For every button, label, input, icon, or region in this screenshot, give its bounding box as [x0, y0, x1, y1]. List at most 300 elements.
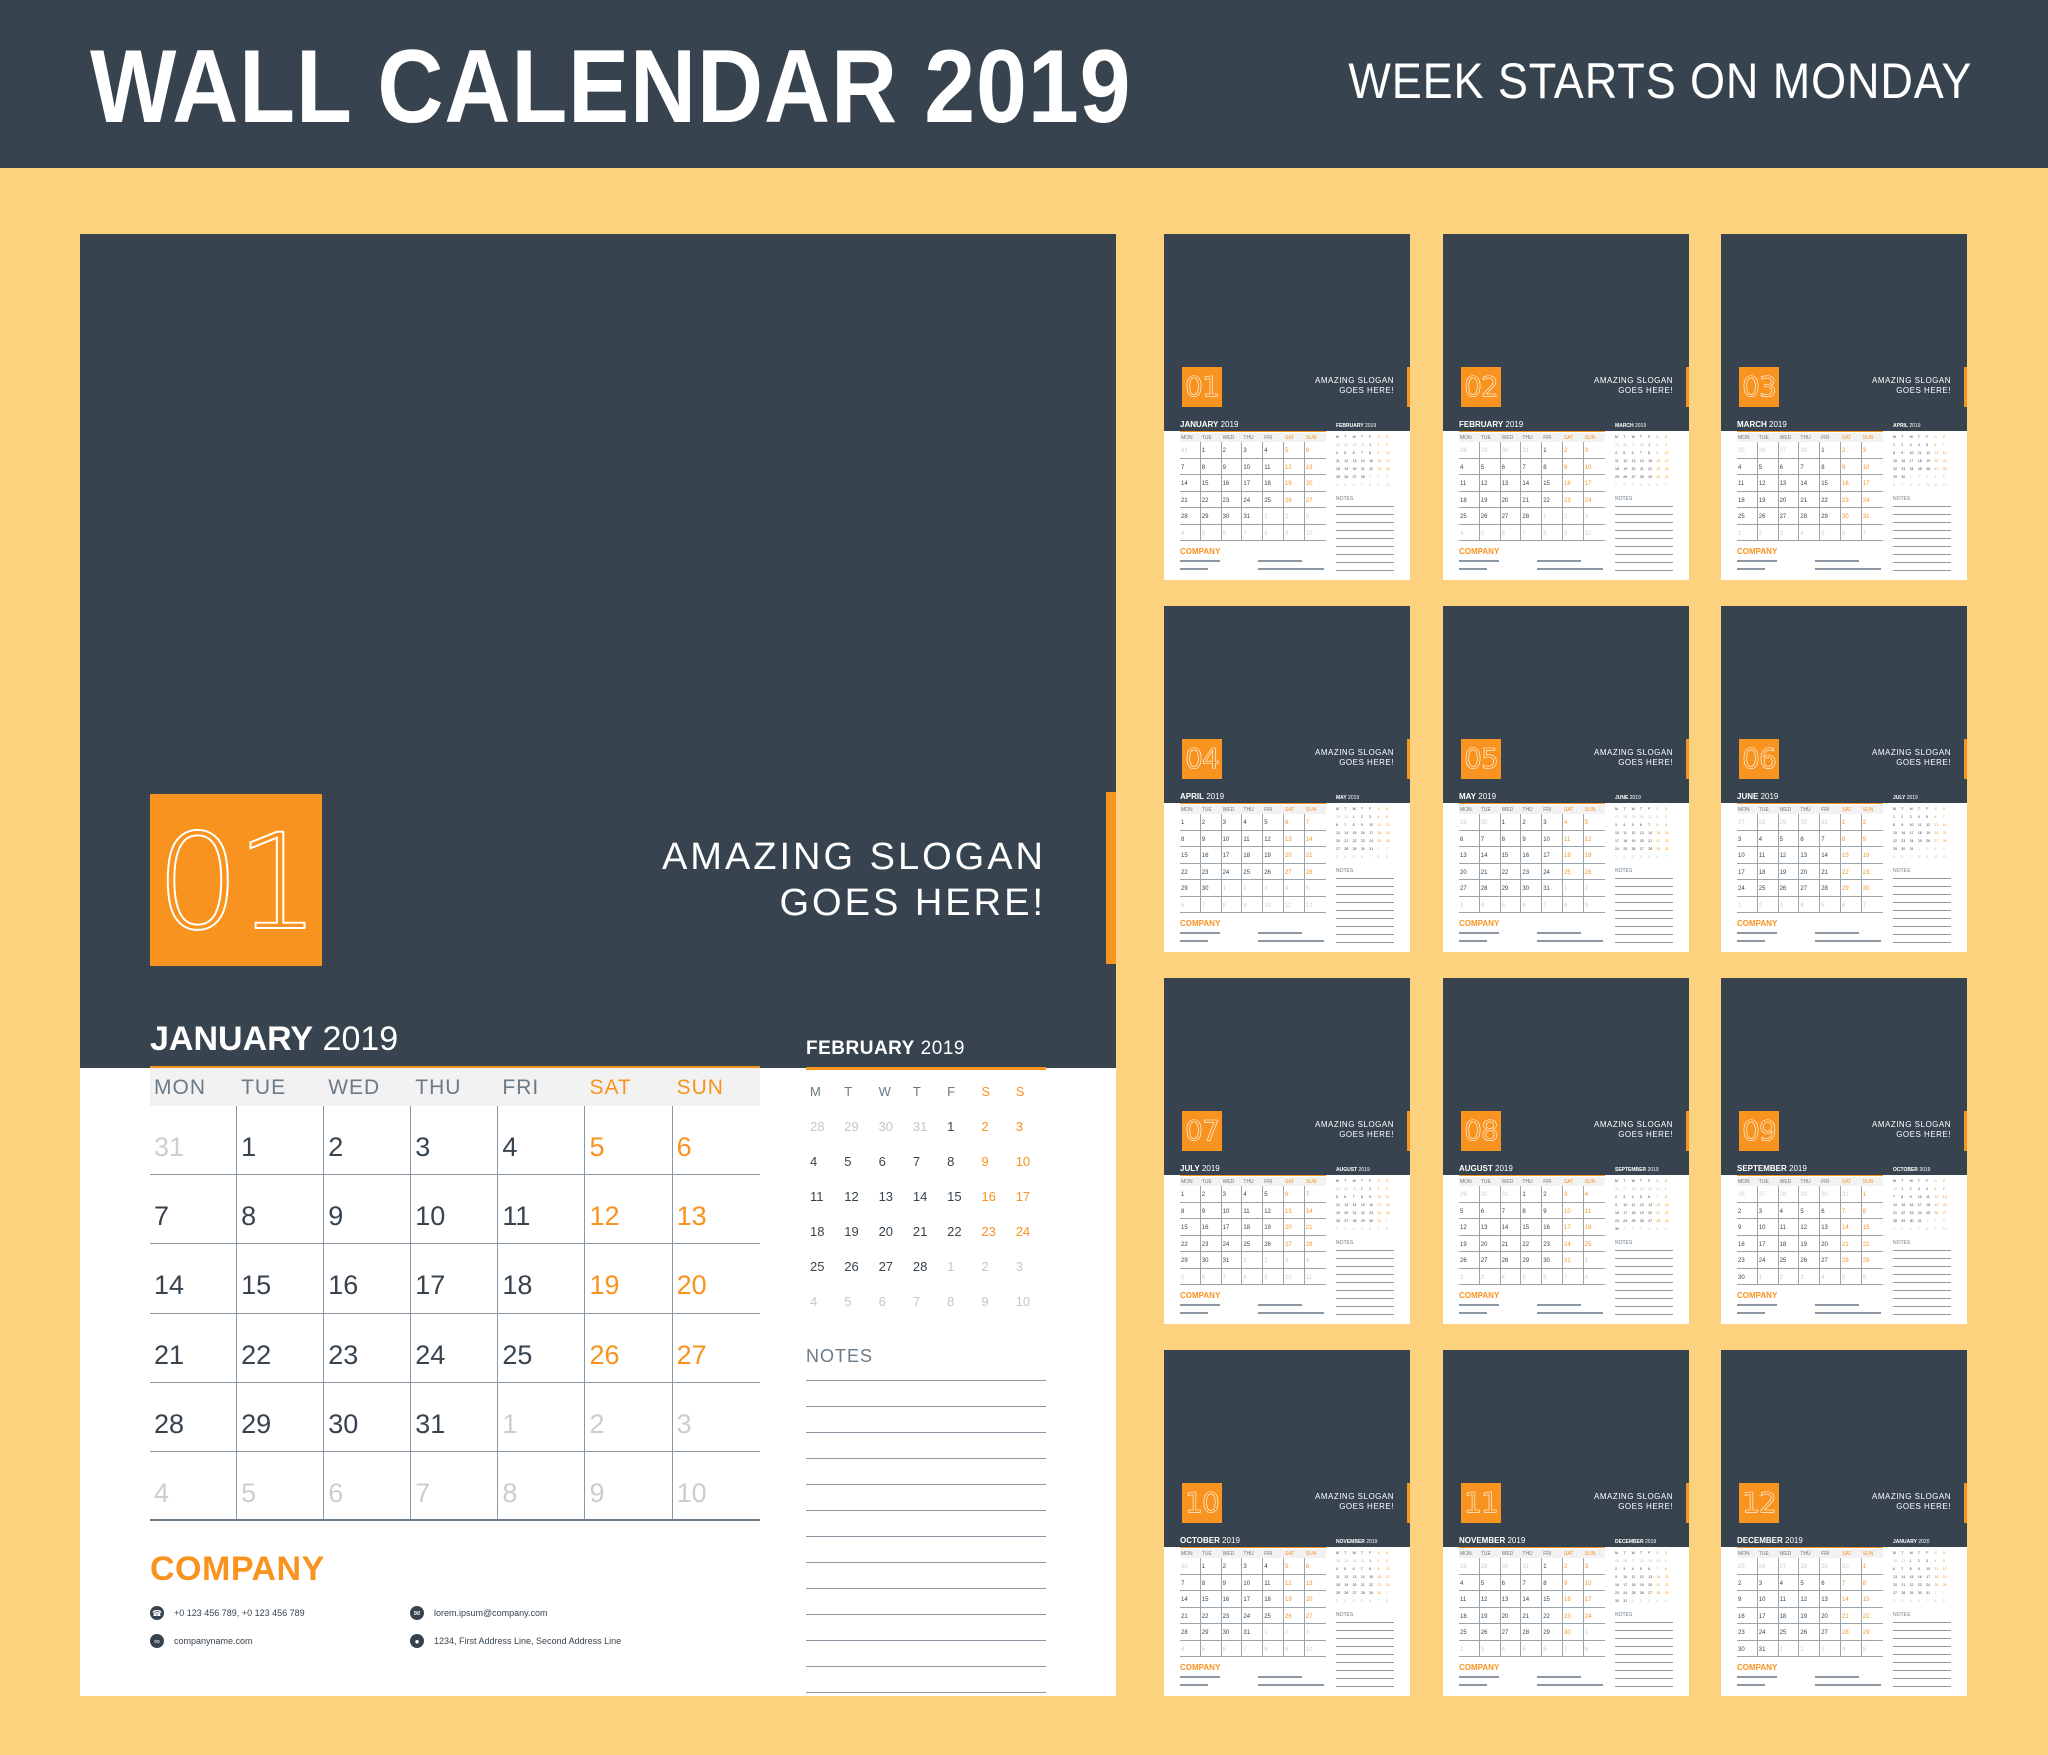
thumb-mini-day: 27	[1934, 839, 1939, 843]
slogan	[662, 834, 1046, 926]
day-cell: 2	[585, 1383, 672, 1451]
thumb-mini-weekday-row	[1336, 1177, 1394, 1185]
thumb-mini-day: 22	[1893, 467, 1897, 471]
thumb-mini-day: 11	[1631, 1575, 1636, 1579]
thumb-day: 4	[1459, 459, 1480, 475]
thumb-week-row	[1459, 880, 1605, 897]
thumb-note-line	[1336, 546, 1394, 547]
thumb-day: 3	[1563, 1186, 1584, 1202]
day-cell: 9	[585, 1452, 672, 1519]
thumb-day: 18	[1459, 492, 1480, 508]
thumb-mini-week-row	[1893, 465, 1951, 473]
thumb-day: 5	[1263, 1186, 1284, 1202]
thumb-day: 27	[1459, 880, 1480, 896]
thumb-week-row	[1459, 1575, 1605, 1592]
thumb-mini-day: 20	[1336, 839, 1340, 843]
mini-day: 2	[981, 1259, 989, 1274]
thumb-mini-day: 2	[1623, 483, 1626, 487]
thumb-note-line	[1336, 1266, 1394, 1267]
thumb-mini-day: 30	[1893, 1559, 1897, 1563]
thumb-day: 26	[1480, 508, 1501, 524]
thumb-day: 20	[1820, 1608, 1841, 1624]
mini-day: 14	[912, 1189, 928, 1204]
thumb-mini-day: 9	[1615, 1575, 1617, 1579]
thumb-weekday: TUE	[1758, 807, 1769, 813]
thumb-weekday: SUN	[1305, 1179, 1317, 1185]
thumb-week-row	[1737, 492, 1883, 509]
thumb-day: 14	[1820, 847, 1841, 863]
thumb-mini-day: 31	[1917, 1219, 1922, 1223]
thumb-next-month-heading	[1893, 423, 1921, 429]
thumb-day: 28	[1305, 869, 1313, 876]
thumb-week-row	[1459, 508, 1605, 525]
thumb-number-box	[1461, 1111, 1501, 1151]
thumb-day: 21	[1180, 492, 1201, 508]
thumb-mini-day: 12	[1385, 823, 1390, 827]
thumb-note-line	[1615, 926, 1673, 927]
thumb-mini-day: 30	[1656, 475, 1661, 479]
thumb-note-line	[1615, 1622, 1673, 1623]
thumb-mini-day: 16	[1901, 831, 1906, 835]
thumb-day: 2	[1222, 1558, 1243, 1574]
thumb-day: 6	[1841, 525, 1862, 541]
thumb-mini-day: 11	[1377, 823, 1382, 827]
thumb-mini-week-row	[1893, 845, 1951, 853]
thumb-note-line	[1615, 1250, 1673, 1251]
thumb-day: 10	[1222, 1203, 1243, 1219]
thumb-mini-day: 29	[1893, 847, 1897, 851]
thumb-day: 20	[1501, 492, 1522, 508]
thumb-accent-tab	[1407, 739, 1410, 779]
thumb-mini-day: 28	[1352, 1219, 1357, 1223]
thumb-mini-day: 6	[1352, 451, 1355, 455]
thumb-note-line	[1336, 506, 1394, 507]
thumb-week-row	[1737, 1641, 1883, 1658]
thumb-mini-day: 24	[1385, 467, 1390, 471]
thumb-day: 20	[1480, 1236, 1501, 1252]
thumb-day: 30	[1501, 442, 1522, 458]
thumb-mini-day: 13	[1352, 459, 1357, 463]
thumb-notes-label: NOTES	[1336, 868, 1354, 874]
thumb-day: 1	[1862, 1192, 1867, 1198]
thumb-day: 17	[1222, 1219, 1243, 1235]
thumb-month-rule	[1180, 1175, 1326, 1176]
thumb-month-rule	[1737, 1547, 1883, 1548]
thumb-day: 11	[1563, 831, 1584, 847]
thumb-contact-line	[1258, 1676, 1302, 1678]
thumb-day: 19	[1799, 1608, 1820, 1624]
thumb-contact-info	[1737, 560, 1887, 574]
thumb-day: 31	[1841, 1186, 1862, 1202]
thumb-mini-day: 10	[1917, 1195, 1922, 1199]
thumb-mini-day: 22	[1648, 467, 1653, 471]
thumb-notes-label: NOTES	[1893, 868, 1911, 874]
thumb-day: 25	[1737, 508, 1758, 524]
thumb-slogan-line-1: AMAZING SLOGAN	[1871, 1120, 1951, 1129]
thumb-mini-week-row	[1336, 1573, 1394, 1581]
thumb-mini-day: 2	[1901, 815, 1904, 819]
thumb-mini-day: 28	[1942, 467, 1947, 471]
thumb-company-name: COMPANY	[1737, 1291, 1778, 1300]
thumb-day: 1	[1737, 897, 1758, 913]
thumb-mini-day: 7	[1656, 1567, 1659, 1571]
thumb-day: 7	[1521, 1575, 1542, 1591]
thumb-mini-weekday: S	[1385, 435, 1389, 439]
thumb-day: 9	[1563, 459, 1584, 475]
thumb-day: 20	[1779, 492, 1800, 508]
thumb-day: 19	[1758, 492, 1779, 508]
thumb-day: 19	[1263, 1219, 1284, 1235]
thumb-mini-day: 19	[1934, 1203, 1939, 1207]
thumb-mini-weekday: M	[1615, 435, 1618, 439]
thumb-mini-day: 1	[1369, 443, 1372, 447]
thumb-mini-day: 22	[1369, 467, 1374, 471]
thumb-mini-day: 22	[1664, 1583, 1669, 1587]
thumb-mini-day: 18	[1934, 1575, 1939, 1579]
thumb-day: 25	[1459, 508, 1480, 524]
day-cell: 28	[150, 1383, 237, 1451]
thumb-mini-day: 4	[1336, 451, 1338, 455]
mini-day: 27	[878, 1259, 894, 1274]
thumb-mini-day: 14	[1656, 1203, 1661, 1207]
thumb-mini-day: 7	[1901, 1567, 1904, 1571]
thumb-month-name: OCTOBER	[1180, 1536, 1220, 1545]
thumb-mini-weekday: S	[1377, 1551, 1380, 1555]
thumb-mini-day: 5	[1639, 1195, 1642, 1199]
thumb-mini-day: 24	[1623, 1591, 1628, 1595]
thumb-day: 18	[1263, 475, 1284, 491]
thumb-day: 27	[1779, 508, 1800, 524]
thumb-mini-day: 6	[1909, 1227, 1912, 1231]
thumb-day: 18	[1779, 1608, 1800, 1624]
thumb-weekday: SAT	[1563, 1551, 1574, 1557]
thumb-day: 9	[1284, 1641, 1305, 1657]
thumb-day: 12	[1459, 1219, 1480, 1235]
thumb-day: 28	[1799, 508, 1820, 524]
thumb-mini-day: 10	[1377, 1195, 1382, 1199]
thumb-day: 26	[1584, 869, 1592, 876]
thumb-mini-weekday: M	[1615, 1179, 1618, 1183]
thumb-day: 29	[1542, 1624, 1563, 1640]
thumb-weekday: THU	[1800, 1551, 1811, 1557]
thumb-day: 29	[1480, 442, 1501, 458]
thumb-note-line	[1336, 1630, 1394, 1631]
note-line	[806, 1692, 1046, 1693]
thumb-mini-weekday: T	[1360, 1551, 1363, 1555]
thumb-slogan-line-2: GOES HERE!	[1896, 758, 1951, 767]
thumb-mini-day: 7	[1664, 483, 1667, 487]
thumb-note-line	[1893, 538, 1951, 539]
thumb-mini-day: 4	[1615, 451, 1617, 455]
thumb-day: 8	[1841, 831, 1862, 847]
thumb-mini-day: 23	[1377, 467, 1382, 471]
thumb-mini-weekday: W	[1631, 807, 1635, 811]
thumb-weekday: FRI	[1821, 807, 1830, 813]
thumb-day: 6	[1799, 831, 1820, 847]
thumb-mini-day: 18	[1631, 1211, 1636, 1215]
thumb-day: 30	[1841, 1558, 1862, 1574]
thumb-mini-day: 5	[1360, 1227, 1363, 1231]
thumb-day: 9	[1201, 1203, 1222, 1219]
thumb-mini-day: 26	[1623, 475, 1628, 479]
thumb-mini-day: 7	[1352, 1195, 1355, 1199]
thumb-month-year: 2019	[1760, 792, 1779, 801]
thumb-mini-day: 21	[1639, 467, 1644, 471]
thumb-weekday: SAT	[1841, 807, 1852, 813]
thumb-day: 13	[1305, 1580, 1313, 1587]
thumb-mini-weekday: W	[1909, 435, 1913, 439]
thumb-mini-day: 7	[1926, 1599, 1929, 1603]
thumb-day: 3	[1305, 514, 1310, 520]
thumb-mini-day: 1	[1369, 1559, 1372, 1563]
thumb-day: 16	[1862, 853, 1870, 859]
month-thumbnail-09	[1721, 978, 1967, 1324]
thumb-contact-line	[1258, 1684, 1324, 1686]
thumb-next-month-grid	[1893, 1177, 1951, 1233]
thumb-mini-week-row	[1893, 1565, 1951, 1573]
thumb-mini-week-row	[1615, 1193, 1673, 1201]
mini-day: 17	[1015, 1189, 1031, 1204]
note-line	[806, 1458, 1046, 1459]
thumb-note-line	[1336, 1678, 1394, 1679]
thumb-mini-day: 29	[1648, 475, 1653, 479]
thumb-mini-day: 26	[1623, 443, 1628, 447]
thumb-contact-line	[1459, 1684, 1487, 1686]
thumb-mini-weekday: S	[1942, 807, 1946, 811]
thumb-day: 8	[1542, 525, 1563, 541]
thumb-mini-day: 3	[1385, 475, 1388, 479]
thumb-next-month-heading	[1336, 1539, 1377, 1545]
thumb-mini-day: 1	[1893, 815, 1895, 819]
thumb-mini-day: 17	[1615, 839, 1619, 843]
thumb-month-name: JUNE	[1737, 792, 1759, 801]
thumb-mini-weekday: F	[1369, 435, 1372, 439]
thumb-mini-week-row	[1615, 813, 1673, 821]
thumb-note-line	[1336, 1638, 1394, 1639]
thumb-day: 27	[1501, 1624, 1522, 1640]
thumb-note-line	[1893, 902, 1951, 903]
thumb-mini-day: 7	[1360, 1567, 1363, 1571]
thumb-day: 10	[1242, 459, 1263, 475]
thumb-mini-day: 13	[1648, 1203, 1653, 1207]
thumb-contact-line	[1258, 568, 1324, 570]
thumb-day: 2	[1201, 814, 1222, 830]
thumb-weekday: WED	[1222, 1551, 1235, 1557]
thumb-mini-weekday: S	[1934, 807, 1937, 811]
thumb-mini-weekday: T	[1360, 435, 1363, 439]
thumb-mini-day: 7	[1893, 1195, 1895, 1199]
day-cell: 18	[498, 1244, 585, 1312]
thumb-mini-day: 6	[1934, 815, 1937, 819]
thumb-note-line	[1615, 894, 1673, 895]
thumb-month-rule	[1459, 803, 1605, 804]
thumb-mini-weekday: M	[1893, 807, 1896, 811]
thumb-note-line	[1893, 570, 1951, 571]
thumb-contact-line	[1537, 568, 1603, 570]
thumb-mini-weekday: M	[1336, 1551, 1339, 1555]
thumb-mini-day: 23	[1360, 839, 1365, 843]
thumb-mini-day: 27	[1934, 467, 1939, 471]
thumb-weekday: MON	[1460, 1551, 1472, 1557]
thumb-mini-day: 13	[1942, 1195, 1947, 1199]
thumb-week-row	[1459, 1641, 1605, 1658]
thumb-note-line	[1336, 1290, 1394, 1291]
thumb-month-year: 2019	[1769, 420, 1787, 429]
thumb-day: 8	[1862, 1580, 1867, 1587]
thumb-next-month-grid	[1615, 1177, 1673, 1233]
thumb-day: 7	[1820, 831, 1841, 847]
thumb-day: 29	[1820, 1558, 1841, 1574]
thumb-month-year: 2019	[1505, 420, 1524, 429]
thumb-day: 7	[1799, 459, 1820, 475]
thumb-day: 23	[1222, 492, 1243, 508]
thumb-note-line	[1893, 1622, 1951, 1623]
thumb-next-month-year: 2019	[1919, 1167, 1931, 1173]
thumb-mini-day: 20	[1639, 839, 1644, 843]
weekday-label: TUE	[241, 1076, 287, 1099]
month-number-box	[150, 794, 322, 966]
email-contact	[410, 1606, 548, 1620]
thumb-mini-day: 31	[1656, 1187, 1661, 1191]
thumb-day: 1	[1263, 1624, 1284, 1640]
thumb-mini-day: 2	[1909, 1187, 1912, 1191]
thumb-day: 9	[1841, 459, 1862, 475]
thumb-day: 7	[1862, 902, 1867, 909]
thumb-mini-day: 14	[1352, 1203, 1357, 1207]
thumb-week-row	[1180, 1575, 1326, 1592]
thumb-mini-weekday: M	[1336, 1179, 1339, 1183]
thumb-day: 3	[1758, 1575, 1779, 1591]
thumb-week-row	[1180, 831, 1326, 848]
thumb-day: 29	[1799, 1186, 1820, 1202]
thumb-mini-weekday: M	[1893, 1551, 1896, 1555]
thumb-day: 9	[1563, 525, 1584, 541]
thumb-contact-info	[1737, 932, 1887, 946]
thumb-week-row	[1180, 1252, 1326, 1269]
thumb-month-number: 12	[1742, 1486, 1776, 1519]
thumb-day: 1	[1584, 1630, 1589, 1636]
thumb-day: 7	[1542, 897, 1563, 913]
thumb-day: 29	[1862, 1258, 1870, 1264]
thumb-day: 13	[1284, 1203, 1305, 1219]
day-cell: 7	[150, 1175, 237, 1243]
thumb-mini-day: 1	[1893, 443, 1895, 447]
mini-day: 6	[878, 1154, 886, 1169]
slogan-line-2: GOES HERE!	[779, 882, 1046, 924]
mini-day: 13	[878, 1189, 894, 1204]
thumb-month-year: 2019	[1478, 792, 1497, 801]
thumb-note-line	[1336, 1662, 1394, 1663]
thumb-mini-day: 28	[1344, 847, 1349, 851]
thumb-month-rule	[1459, 1175, 1605, 1176]
day-cell: 31	[150, 1106, 237, 1174]
thumb-mini-day: 29	[1336, 815, 1340, 819]
mini-day: 9	[981, 1154, 989, 1169]
mini-day: 11	[810, 1189, 824, 1204]
thumb-day: 22	[1521, 1236, 1542, 1252]
thumb-next-month-name: FEBRUARY	[1336, 423, 1364, 429]
thumb-mini-day: 3	[1623, 1195, 1626, 1199]
thumb-mini-weekday: S	[1942, 435, 1946, 439]
thumb-weekday: TUE	[1480, 435, 1491, 441]
thumb-note-line	[1615, 934, 1673, 935]
thumb-mini-day: 19	[1926, 831, 1931, 835]
thumb-day: 11	[1284, 897, 1305, 913]
thumb-mini-day: 2	[1623, 855, 1626, 859]
thumb-weekday: WED	[1779, 1179, 1792, 1185]
thumb-next-month-year: 2019	[1645, 1539, 1657, 1545]
thumb-weekday: THU	[1800, 807, 1811, 813]
thumb-weekday: TUE	[1758, 435, 1769, 441]
thumb-mini-day: 20	[1352, 467, 1357, 471]
thumb-day: 31	[1758, 1641, 1779, 1657]
thumb-note-line	[1615, 942, 1673, 943]
thumb-day: 26	[1799, 1624, 1820, 1640]
thumb-accent-tab	[1964, 1111, 1967, 1151]
weekday-header-row	[150, 1068, 760, 1106]
thumb-day: 1	[1180, 1186, 1201, 1202]
thumb-mini-weekday: T	[1917, 807, 1920, 811]
phone-text: +0 123 456 789, +0 123 456 789	[174, 1608, 305, 1618]
thumb-day: 26	[1263, 1236, 1284, 1252]
thumb-month-grid	[1737, 1177, 1883, 1285]
thumb-next-month-heading	[1615, 423, 1646, 429]
thumb-mini-day: 18	[1615, 467, 1619, 471]
thumb-mini-week-row	[1615, 853, 1673, 861]
thumb-notes-label: NOTES	[1615, 1240, 1633, 1246]
thumb-next-month-grid	[1893, 1549, 1951, 1605]
thumb-mini-day: 27	[1639, 847, 1644, 851]
thumb-mini-day: 2	[1917, 1559, 1920, 1563]
thumb-weekday: SAT	[1284, 1179, 1295, 1185]
thumb-slogan-line-1: AMAZING SLOGAN	[1314, 1120, 1394, 1129]
thumb-day: 28	[1758, 814, 1779, 830]
thumb-note-line	[1893, 506, 1951, 507]
thumb-contact-line	[1815, 932, 1859, 934]
thumb-day: 15	[1862, 1225, 1870, 1231]
thumb-mini-weekday: T	[1901, 1551, 1904, 1555]
thumb-day: 7	[1222, 1269, 1243, 1285]
thumb-note-line	[1336, 562, 1394, 563]
thumb-mini-week-row	[1893, 441, 1951, 449]
thumb-mini-day: 3	[1385, 443, 1388, 447]
thumb-day: 17	[1737, 864, 1758, 880]
thumb-day: 26	[1284, 492, 1305, 508]
thumb-weekday-row	[1180, 1177, 1326, 1186]
mini-weekday: M	[810, 1084, 821, 1099]
thumb-day: 4	[1501, 1641, 1522, 1657]
thumb-mini-day: 24	[1623, 1219, 1628, 1223]
thumb-mini-day: 7	[1664, 855, 1667, 859]
thumb-next-month-year: 2019	[1358, 1167, 1370, 1173]
mini-day: 5	[844, 1294, 852, 1309]
thumb-day: 25	[1563, 864, 1584, 880]
thumb-mini-day: 28	[1631, 1187, 1636, 1191]
day-cell: 11	[498, 1175, 585, 1243]
thumb-day: 11	[1459, 475, 1480, 491]
thumb-day: 2	[1542, 1186, 1563, 1202]
thumb-week-row	[1459, 814, 1605, 831]
thumb-mini-day: 19	[1631, 839, 1636, 843]
thumb-day: 11	[1459, 1591, 1480, 1607]
thumb-mini-day: 6	[1648, 1567, 1651, 1571]
thumb-weekday-row	[1459, 433, 1605, 442]
month-number: 01	[156, 806, 316, 960]
thumb-day: 1	[1862, 1564, 1867, 1570]
thumb-next-month-year: 2019	[1906, 795, 1918, 801]
thumb-mini-day: 13	[1336, 831, 1340, 835]
thumb-day: 7	[1862, 530, 1867, 537]
